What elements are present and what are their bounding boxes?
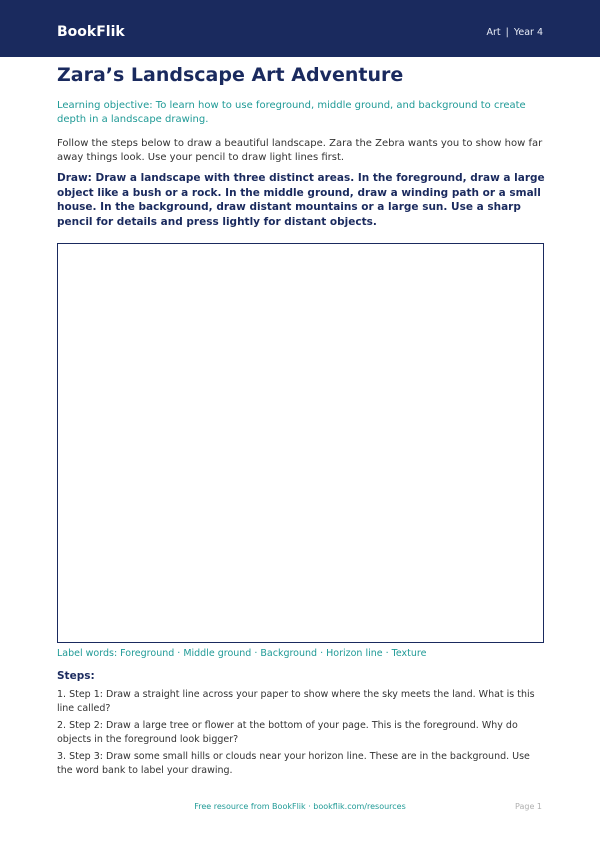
brand-logo-text[interactable]: BookFlik bbox=[57, 24, 125, 40]
label-words: Label words: Foreground · Middle ground · Background · Horizon line · Texture bbox=[57, 648, 427, 659]
intro-text: Follow the steps below to draw a beautiful landscape. Zara the Zebra wants you to show how far away things look. Use your pencil to draw light lines first. bbox=[57, 138, 543, 163]
steps-heading: Steps: bbox=[57, 670, 95, 682]
step-item: 3. Step 3: Draw some small hills or clouds near your horizon line. These are in the background. Use the word bank to label your drawing. bbox=[57, 751, 530, 776]
step-item: 2. Step 2: Draw a large tree or flower at the bottom of your page. This is the foreground. Why do objects in the foreground look bigger? bbox=[57, 720, 518, 745]
draw-instruction: Draw: Draw a landscape with three distinct areas. In the foreground, draw a large object like a bush or a rock. In the middle ground, draw a winding path or a small house. In the background, draw distant mountains or a large sun. Use a sharp pencil for details and press lightly for distant objects. bbox=[57, 172, 545, 228]
drawing-area[interactable] bbox=[57, 243, 544, 643]
subject-label: Art bbox=[486, 27, 501, 38]
learning-objective: Learning objective: To learn how to use foreground, middle ground, and background to create depth in a landscape drawing. bbox=[57, 100, 526, 125]
page-number: Page 1 bbox=[515, 802, 542, 811]
page-title: Zara’s Landscape Art Adventure bbox=[57, 64, 404, 86]
breadcrumb-separator: | bbox=[505, 27, 509, 38]
page-header bbox=[0, 0, 600, 57]
steps-list bbox=[57, 688, 547, 781]
year-label: Year 4 bbox=[513, 27, 543, 38]
footer-resource-link[interactable]: Free resource from BookFlik · bookflik.com/resources bbox=[194, 802, 406, 811]
subject-year-breadcrumb bbox=[486, 27, 543, 38]
step-item: 1. Step 1: Draw a straight line across your paper to show where the sky meets the land. What is this line called? bbox=[57, 689, 535, 714]
